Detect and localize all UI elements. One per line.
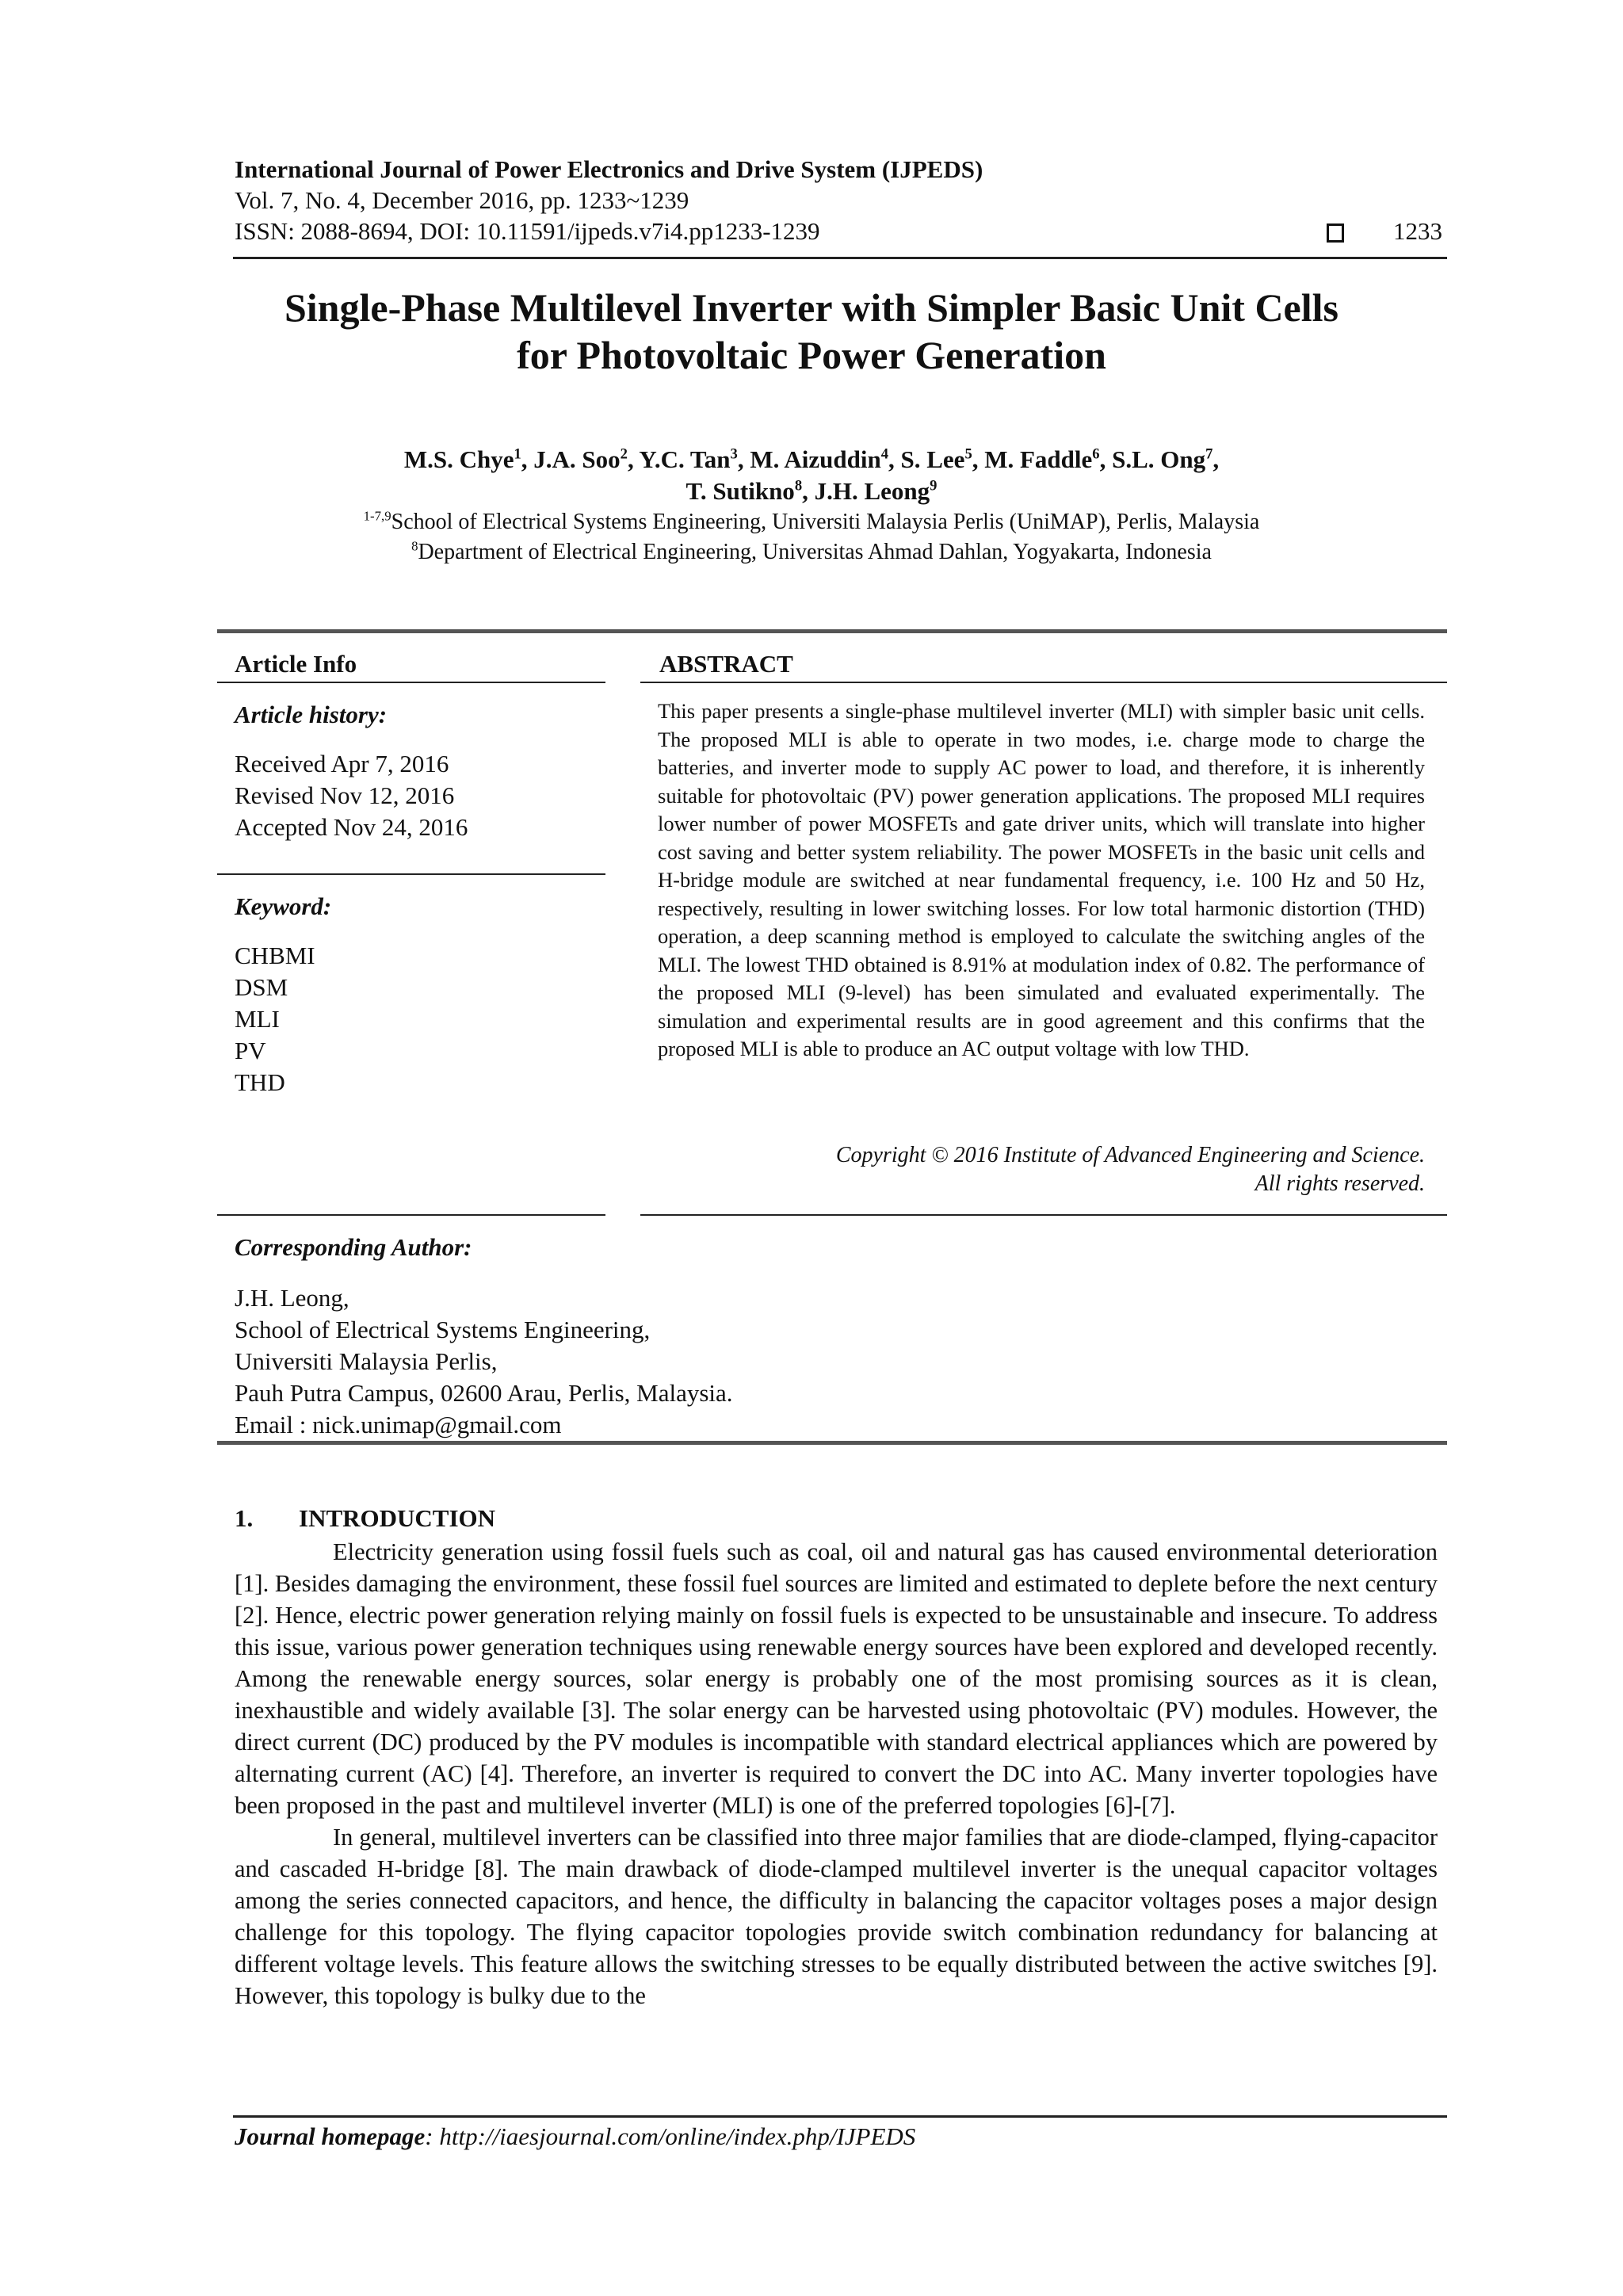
info-bottom-rule-left [217, 1214, 605, 1216]
keyword: THD [235, 1068, 285, 1096]
copyright [658, 1141, 1425, 1198]
author: T. Sutikno [685, 477, 795, 505]
paragraph: In general, multilevel inverters can be classified into three major families that are diode-clamped, flying-capacitor and cascaded H-bridge [8]. The main drawback of diode-clamped multilevel inverter is the unequal capacitor voltages among the series connected capacitors, and hence, the difficulty in balancing the capacitor voltages poses a major design challenge for this topology. The flying capacitor topologies provide switch combination redundancy for balancing at different voltage levels. This feature allows the switching stresses to be equally distributed between the active switches [9]. However, this topology is bulky due to the [235, 1824, 1438, 2009]
article-history-label: Article history: [235, 701, 388, 728]
author-school: School of Electrical Systems Engineering, [235, 1316, 651, 1343]
author-address: Pauh Putra Campus, 02600 Arau, Perlis, Malaysia. [235, 1379, 733, 1407]
intro-body [235, 1536, 1438, 2011]
author: M. Aizuddin [750, 445, 881, 473]
affiliation-1: $^{1-7,9}$School of Electrical Systems Engineering, Universiti Malaysia Perlis (UniMAP), Perlis, Malaysia [363, 508, 1260, 534]
journal-homepage [235, 2122, 915, 2151]
title-line-1: Single-Phase Multilevel Inverter with Simpler Basic Unit Cells [284, 285, 1338, 330]
paper-title [127, 284, 1496, 379]
accepted-date: Accepted Nov 24, 2016 [235, 813, 468, 841]
abstract-text: This paper presents a single-phase multilevel inverter (MLI) with simpler basic unit cells. The proposed MLI is able to operate in two modes, i.e. charge mode to charge the batteries, and inverter mode to supply AC power to load, and therefore, it is inherently suitable for photovoltaic (PV) power generation applications. The proposed MLI requires lower number of power MOSFETs and gate driver units, which will translate into higher cost saving and better system reliability. The power MOSFETs in the basic unit cells and H-bridge module are switched at near fundamental frequency, i.e. 100 Hz and 50 Hz, respectively, resulting in lower switching losses. For low total harmonic distortion (THD) operation, a deep scanning method is employed to calculate the switching angles of the MLI. The lowest THD obtained is 8.91% at modulation index of 0.82. The performance of the proposed MLI (9-level) has been simulated and evaluated experimentally. The simulation and experimental results are in good agreement and this confirms that the proposed MLI is able to produce an AC output voltage with low THD. [658, 699, 1425, 1060]
info-bottom-rule-right [640, 1214, 1447, 1216]
affiliations [127, 507, 1496, 567]
article-history [235, 748, 468, 843]
author-list: M.S. Chye$^1$, J.A. Soo$^2$, Y.C. Tan$^3$, M. Aizuddin$^4$, S. Lee$^5$, M. Faddle$^6$, S.L. Ong$^7$, T. Sutikno$^8$, J.H. Leong$^9$ [403, 445, 1220, 505]
homepage-url[interactable]: : http://iaesjournal.com/online/index.php/IJPEDS [425, 2122, 916, 2150]
section-heading [235, 1504, 495, 1533]
copyright-line-2: All rights reserved. [1254, 1171, 1425, 1196]
author-email[interactable]: Email : nick.unimap@gmail.com [235, 1411, 562, 1438]
author-name: J.H. Leong, [235, 1284, 349, 1312]
issn-doi: ISSN: 2088-8694, DOI: 10.11591/ijpeds.v7i4.pp1233-1239 [235, 217, 820, 245]
author: M. Faddle [984, 445, 1093, 473]
homepage-label: Journal homepage [235, 2122, 426, 2150]
corresponding-author-label: Corresponding Author: [235, 1233, 472, 1261]
abstract-rule [640, 682, 1447, 683]
keyword: MLI [235, 1005, 280, 1033]
paragraph: Electricity generation using fossil fuels such as coal, oil and natural gas has caused environmental deterioration [1]. Besides damaging the environment, these fossil fuel sources are limited and estimated to deplete before the next century [2]. Hence, electric power generation relying mainly on fossil fuels is expected to be unsustainable and insecure. To address this issue, various power generation techniques using renewable energy sources have been explored and developed recently. Among the renewable energy sources, solar energy is probably one of the most promising sources as it is clean, inexhaustible and widely available [3]. The solar energy can be harvested using photovoltaic (PV) modules. However, the direct current (DC) produced by the PV modules is incompatible with standard electrical appliances which are powered by alternating current (AC) [4]. Therefore, an inverter is required to convert the DC into AC. Many inverter topologies have been proposed in the past and multilevel inverter (MLI) is one of the preferred topologies [6]-[7]. [235, 1538, 1438, 1819]
author: J.A. Soo [533, 445, 621, 473]
author-university: Universiti Malaysia Perlis, [235, 1347, 498, 1375]
checkbox-icon [1327, 223, 1344, 243]
journal-name: International Journal of Power Electronics and Drive System (IJPEDS) [235, 155, 983, 183]
footer-rule [233, 2115, 1447, 2118]
keyword-list [235, 940, 315, 1098]
section-number: 1. [235, 1504, 254, 1532]
received-date: Received Apr 7, 2016 [235, 750, 449, 777]
page-number: 1233 [1393, 217, 1442, 245]
affiliation-2: $^8$Department of Electrical Engineering, Universitas Ahmad Dahlan, Yogyakarta, Indonesia [411, 538, 1212, 564]
copyright-line-1: Copyright © 2016 Institute of Advanced Engineering and Science. [835, 1143, 1425, 1167]
article-info-heading: Article Info [235, 650, 357, 678]
author: S.L. Ong [1112, 445, 1206, 473]
revised-date: Revised Nov 12, 2016 [235, 781, 455, 809]
section-title: INTRODUCTION [299, 1504, 496, 1532]
author: S. Lee [900, 445, 965, 473]
title-line-2: for Photovoltaic Power Generation [517, 333, 1106, 377]
corresponding-author-details [235, 1282, 733, 1441]
keyword: PV [235, 1037, 266, 1064]
author: Y.C. Tan [639, 445, 731, 473]
article-info-rule [217, 682, 605, 683]
author: M.S. Chye [403, 445, 514, 473]
info-top-rule [217, 629, 1447, 633]
author: J.H. Leong [814, 477, 930, 505]
volume-info: Vol. 7, No. 4, December 2016, pp. 1233~1239 [235, 186, 689, 214]
corresponding-bottom-rule [217, 1441, 1447, 1445]
header-rule [233, 257, 1447, 259]
keyword-label: Keyword: [235, 892, 332, 920]
keyword-rule [217, 873, 605, 875]
abstract-heading: ABSTRACT [659, 650, 793, 678]
keyword: DSM [235, 973, 288, 1001]
keyword: CHBMI [235, 942, 315, 969]
